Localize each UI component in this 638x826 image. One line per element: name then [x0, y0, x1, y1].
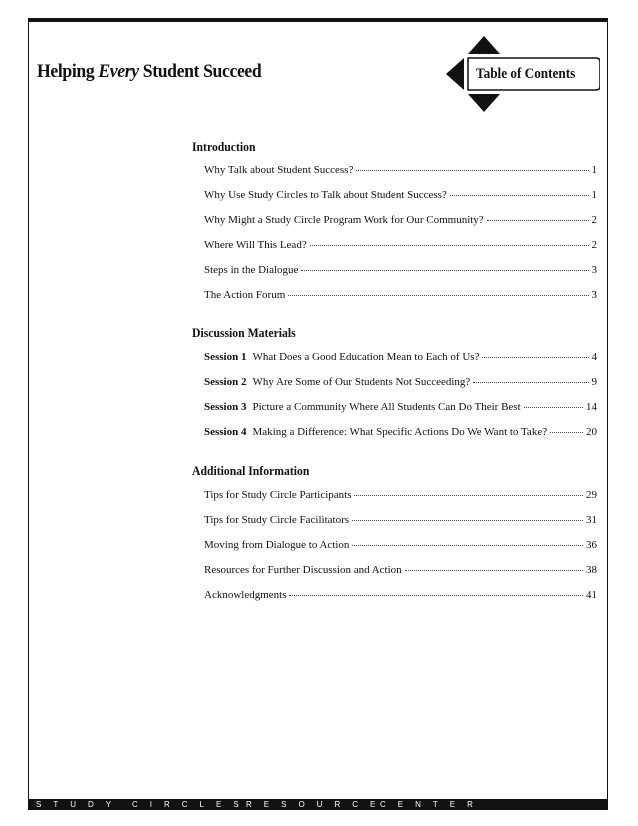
toc-entry[interactable] — [204, 214, 597, 228]
toc-entry[interactable] — [204, 514, 597, 528]
entry-title: Steps in the Dialogue — [204, 264, 299, 276]
entry-title: Making a Difference: What Specific Actions Do We Want to Take? — [252, 426, 548, 438]
session-label: Session 1 — [204, 351, 247, 363]
dot-leader — [352, 545, 583, 546]
toc-entry[interactable] — [204, 564, 597, 578]
entry-page: 3 — [591, 264, 597, 276]
dot-leader — [354, 495, 583, 496]
toc-entry[interactable] — [204, 489, 597, 503]
entry-page: 36 — [586, 539, 597, 551]
title-part-1: Helping — [37, 61, 99, 82]
section-heading-discussion-materials: Discussion Materials — [192, 325, 296, 340]
dot-leader — [310, 245, 589, 246]
toc-entry[interactable] — [204, 401, 597, 415]
entry-page: 31 — [586, 514, 597, 526]
entry-title: Why Are Some of Our Students Not Succeeding? — [252, 376, 471, 388]
entry-title: Why Use Study Circles to Talk about Student Success? — [204, 189, 447, 201]
toc-entry[interactable] — [204, 264, 597, 278]
entry-title: Picture a Community Where All Students Can Do Their Best — [252, 401, 521, 413]
dot-leader — [473, 382, 588, 383]
entry-title: Tips for Study Circle Facilitators — [204, 514, 350, 526]
session-label: Session 4 — [204, 426, 247, 438]
document-title — [37, 61, 261, 83]
dot-leader — [482, 357, 588, 358]
footer-word-circles: CIRCLES — [132, 800, 251, 809]
entry-title: What Does a Good Education Mean to Each of Us? — [252, 351, 480, 363]
dot-leader — [450, 195, 589, 196]
session-label: Session 3 — [204, 401, 247, 413]
entry-page: 1 — [591, 164, 597, 176]
dot-leader — [288, 295, 588, 296]
dot-leader — [550, 432, 583, 433]
entry-title: Why Talk about Student Success? — [204, 164, 354, 176]
entry-page: 38 — [586, 564, 597, 576]
footer-word-study: STUDY — [36, 800, 124, 809]
entry-page: 29 — [586, 489, 597, 501]
dot-leader — [405, 570, 583, 571]
toc-entry[interactable] — [204, 589, 597, 603]
entry-title: Moving from Dialogue to Action — [204, 539, 350, 551]
footer-bar — [28, 800, 608, 810]
toc-entry[interactable] — [204, 289, 597, 303]
entry-page: 1 — [591, 189, 597, 201]
entry-page: 41 — [586, 589, 597, 601]
entry-page: 3 — [591, 289, 597, 301]
entry-page: 20 — [586, 426, 597, 438]
footer-word-resource: RESOURCE — [246, 800, 388, 809]
entry-title: Resources for Further Discussion and Action — [204, 564, 402, 576]
toc-entry[interactable] — [204, 376, 597, 390]
entry-title: The Action Forum — [204, 289, 286, 301]
title-emphasis: Every — [98, 61, 139, 82]
toc-entry[interactable] — [204, 539, 597, 553]
dot-leader — [352, 520, 583, 521]
toc-entry[interactable] — [204, 189, 597, 203]
dot-leader — [289, 595, 583, 596]
toc-label: Table of Contents — [476, 66, 576, 82]
dot-leader — [301, 270, 588, 271]
entry-page: 9 — [591, 376, 597, 388]
section-heading-additional-information: Additional Information — [192, 463, 310, 478]
dot-leader — [524, 407, 583, 408]
entry-page: 2 — [591, 239, 597, 251]
dot-leader — [487, 220, 589, 221]
session-label: Session 2 — [204, 376, 247, 388]
section-heading-introduction: Introduction — [192, 139, 256, 154]
toc-entry[interactable] — [204, 164, 597, 178]
entry-title: Tips for Study Circle Participants — [204, 489, 352, 501]
entry-page: 4 — [591, 351, 597, 363]
entry-title: Where Will This Lead? — [204, 239, 307, 251]
toc-entry[interactable] — [204, 351, 597, 365]
dot-leader — [356, 170, 588, 171]
title-part-2: Student Succeed — [138, 61, 262, 82]
entry-title: Why Might a Study Circle Program Work for Our Community? — [204, 214, 484, 226]
toc-entry[interactable] — [204, 239, 597, 253]
entry-page: 14 — [586, 401, 597, 413]
toc-entry[interactable] — [204, 426, 597, 440]
entry-page: 2 — [591, 214, 597, 226]
footer-word-center: CENTER — [380, 800, 485, 809]
entry-title: Acknowledgments — [204, 589, 287, 601]
